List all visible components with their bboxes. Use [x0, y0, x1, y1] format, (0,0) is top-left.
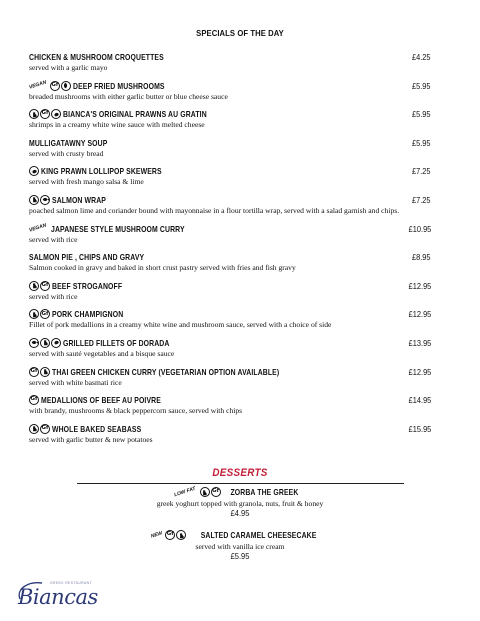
- item-name: DEEP FRIED MUSHROOMS: [72, 80, 165, 91]
- gluten-free-icon: Gf: [40, 424, 50, 434]
- item-name: MEDALLIONS OF BEEF AU POIVRE: [41, 395, 161, 406]
- dessert-item: [0, 486, 480, 519]
- restaurant-logo: [14, 579, 110, 611]
- dessert-description: served with vanilla ice cream: [195, 542, 285, 551]
- menu-item: [29, 423, 431, 445]
- dessert-description: greek yoghurt topped with granola, nuts, fruit & honey: [156, 499, 324, 508]
- item-name: SALMON WRAP: [52, 194, 107, 205]
- logo-text: Biancas: [18, 585, 98, 609]
- new-tag: NEW: [149, 529, 163, 540]
- item-name: CHICKEN & MUSHROOM CROQUETTES: [29, 52, 164, 62]
- menu-item: [29, 366, 431, 388]
- item-price: £13.95: [408, 337, 431, 348]
- item-description: Fillet of pork medallions in a creamy white wine and mushroom sauce, served with a choice of side: [29, 320, 332, 330]
- vegetarian-icon: [61, 81, 71, 91]
- menu-item: [29, 251, 431, 273]
- item-price: £7.25: [412, 166, 431, 177]
- gluten-free-icon: Gf: [29, 395, 39, 405]
- item-price: £12.95: [408, 280, 431, 291]
- item-description: served with sauté vegetables and a bisque sauce: [29, 348, 175, 358]
- menu-item: [29, 280, 431, 302]
- item-description: served with rice: [29, 234, 78, 244]
- fish-icon: [40, 195, 50, 205]
- menu-item: [29, 80, 431, 102]
- item-description: served with fresh mango salsa & lime: [29, 177, 144, 187]
- dessert-item: [0, 529, 480, 562]
- item-price: £8.95: [412, 252, 431, 263]
- item-description: with brandy, mushrooms & black peppercorn sauce, served with chips: [29, 406, 243, 416]
- item-description: breaded mushrooms with either garlic butter or blue cheese sauce: [29, 91, 228, 101]
- item-description: served with white basmati rice: [29, 377, 122, 387]
- item-price: £7.25: [412, 194, 431, 205]
- lactose-icon: [200, 487, 210, 497]
- menu-item: [29, 194, 431, 216]
- item-price: £5.95: [412, 137, 431, 148]
- item-price: £10.95: [408, 223, 431, 234]
- item-price: £4.25: [412, 52, 431, 62]
- item-description: served with rice: [29, 291, 78, 301]
- menu-item: [29, 394, 431, 416]
- item-name: JAPANESE STYLE MUSHROOM CURRY: [50, 223, 185, 234]
- lactose-icon: [29, 424, 39, 434]
- item-description: served with garlic butter & new potatoes: [29, 434, 153, 444]
- dessert-name: ZORBA THE GREEK: [230, 487, 299, 497]
- dessert-price: £4.95: [230, 508, 250, 518]
- lactose-icon: [29, 281, 39, 291]
- menu-item: [29, 165, 431, 187]
- gluten-free-icon: Gf: [40, 281, 50, 291]
- lactose-icon: [29, 195, 39, 205]
- gluten-free-icon: Gf: [40, 309, 50, 319]
- item-name: PORK CHAMPIGNON: [52, 309, 124, 320]
- dessert-name: SALTED CARAMEL CHEESECAKE: [200, 530, 317, 540]
- item-price: £12.95: [408, 309, 431, 320]
- desserts-heading: DESSERTS: [212, 467, 268, 479]
- shellfish-icon: [51, 338, 61, 348]
- gluten-free-icon: Gf: [40, 109, 50, 119]
- item-price: £15.95: [408, 423, 431, 434]
- menu-item: [29, 108, 431, 130]
- item-name: KING PRAWN LOLLIPOP SKEWERS: [41, 166, 162, 177]
- fish-icon: [29, 338, 39, 348]
- item-price: £12.95: [408, 366, 431, 377]
- lactose-icon: [40, 367, 50, 377]
- menu-item: [29, 137, 431, 159]
- lactose-icon: [176, 530, 186, 540]
- lactose-icon: [29, 109, 39, 119]
- item-description: Salmon cooked in gravy and baked in short crust pastry served with fries and fish gravy: [29, 263, 296, 273]
- item-name: SALMON PIE , CHIPS AND GRAVY: [29, 252, 145, 263]
- gluten-free-icon: Gf: [211, 487, 221, 497]
- item-name: WHOLE BAKED SEABASS: [52, 423, 142, 434]
- item-name: THAI GREEN CHICKEN CURRY (VEGETARIAN OPTION AVAILABLE): [52, 366, 280, 377]
- item-name: BEEF STROGANOFF: [52, 280, 123, 291]
- gluten-free-icon: Gf: [165, 530, 175, 540]
- item-name: GRILLED FILLETS OF DORADA: [63, 337, 170, 348]
- item-description: shrimps in a creamy white wine sauce with melted cheese: [29, 120, 205, 130]
- vegan-tag: VEGAN: [28, 222, 48, 234]
- gluten-free-icon: Gf: [29, 367, 39, 377]
- item-description: served with a garlic mayo: [29, 63, 108, 72]
- dessert-price: £5.95: [230, 551, 250, 561]
- page-title: SPECIALS OF THE DAY: [196, 28, 284, 38]
- item-name: BIANCA'S ORIGINAL PRAWNS AU GRATIN: [63, 109, 207, 120]
- shellfish-icon: [51, 109, 61, 119]
- menu-item: [29, 308, 431, 330]
- low-fat-tag: LOW FAT: [173, 485, 197, 498]
- section-divider: [77, 483, 404, 484]
- item-price: £14.95: [408, 395, 431, 406]
- lactose-icon: [40, 338, 50, 348]
- item-description: served with crusty bread: [29, 148, 104, 158]
- shellfish-icon: [29, 166, 39, 176]
- vegan-tag: VEGAN: [28, 79, 48, 91]
- item-price: £5.95: [412, 109, 431, 120]
- item-name: MULLIGATAWNY SOUP: [29, 137, 108, 148]
- menu-item: [29, 223, 431, 245]
- menu-item: [29, 51, 431, 73]
- menu-item: [29, 337, 431, 359]
- lactose-icon: [29, 309, 39, 319]
- specials-menu: [29, 44, 431, 444]
- gluten-free-icon: Gf: [50, 81, 60, 91]
- item-price: £5.95: [412, 80, 431, 91]
- logo-subtitle: GREEK RESTAURANT: [50, 581, 92, 585]
- item-description: poached salmon lime and coriander bound with mayonnaise in a flour tortilla wrap, served with a salad garnish and chips.: [29, 205, 400, 215]
